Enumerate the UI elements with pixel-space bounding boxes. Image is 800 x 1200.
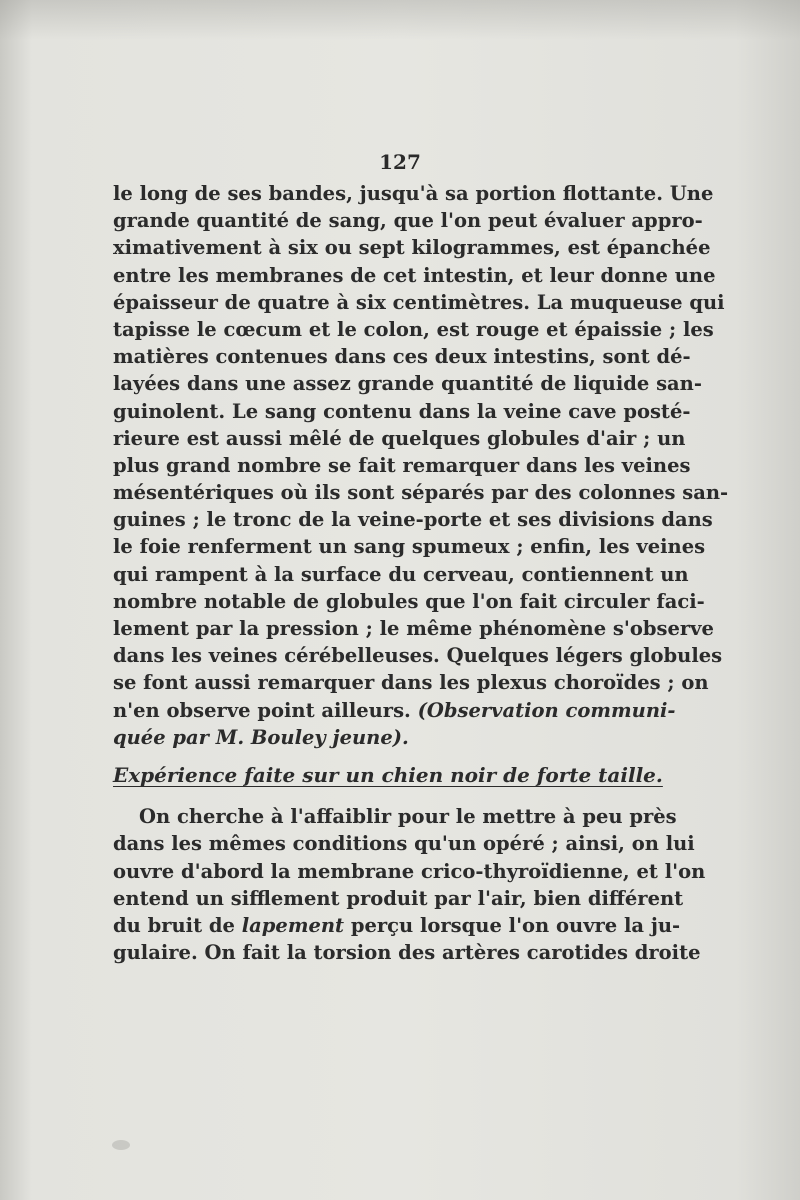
text-line: rieure est aussi mêlé de quelques globules d'air ; un: [113, 426, 686, 450]
paragraph-1: [113, 180, 729, 751]
text-line: guinolent. Le sang contenu dans la veine cave posté-: [113, 399, 691, 423]
citation-line: quée par M. Bouley jeune).: [113, 725, 409, 749]
paragraph-2: [113, 803, 706, 966]
text-line: le foie renferment un sang spumeux ; enfin, les veines: [113, 535, 706, 559]
text-body: [113, 180, 729, 966]
section-heading: Expérience faite sur un chien noir de forte taille.: [113, 762, 663, 787]
text-line: dans les veines cérébelleuses. Quelques légers globules: [113, 644, 723, 668]
text-line: mésentériques où ils sont séparés par des colonnes san-: [113, 481, 729, 505]
text-line: grande quantité de sang, que l'on peut évaluer appro-: [113, 209, 703, 233]
text-line: qui rampent à la surface du cerveau, contiennent un: [113, 562, 689, 586]
page-shadow: [0, 0, 800, 40]
text-line: On cherche à l'affaiblir pour le mettre à peu près: [139, 805, 677, 829]
page-number: 127: [379, 150, 421, 174]
text-line: ximativement à six ou sept kilogrammes, est épanchée: [113, 236, 711, 260]
text-line: ouvre d'abord la membrane crico-thyroïdienne, et l'on: [113, 859, 706, 883]
text-line: [113, 697, 676, 724]
text-line: tapisse le cœcum et le colon, est rouge et épaissie ; les: [113, 317, 714, 341]
italic-word: lapement: [241, 913, 345, 937]
text-line: entre les membranes de cet intestin, et leur donne une: [113, 263, 716, 287]
text-fragment: perçu lorsque l'on ouvre la ju-: [344, 913, 681, 937]
text-line: plus grand nombre se fait remarquer dans les veines: [113, 453, 691, 477]
text-line: entend un sifflement produit par l'air, bien différent: [113, 886, 684, 910]
text-line: le long de ses bandes, jusqu'à sa portion flottante. Une: [113, 182, 714, 205]
text-line: guines ; le tronc de la veine-porte et ses divisions dans: [113, 508, 713, 532]
text-fragment: n'en observe point ailleurs.: [113, 698, 418, 722]
text-line: gulaire. On fait la torsion des artères carotides droite: [113, 941, 701, 965]
ink-smudge: [112, 1140, 130, 1150]
text-line: [113, 912, 681, 939]
text-line: lement par la pression ; le même phénomène s'observe: [113, 617, 714, 640]
text-line: layées dans une assez grande quantité de liquide san-: [113, 372, 702, 396]
text-line: nombre notable de globules que l'on fait circuler faci-: [113, 589, 705, 613]
text-line: matières contenues dans ces deux intestins, sont dé-: [113, 345, 691, 369]
text-line: épaisseur de quatre à six centimètres. La muqueuse qui: [113, 290, 725, 314]
text-fragment: du bruit de: [113, 913, 242, 937]
text-line: se font aussi remarquer dans les plexus choroïdes ; on: [113, 671, 709, 695]
text-line: dans les mêmes conditions qu'un opéré ; ainsi, on lui: [113, 832, 695, 856]
citation-italic: (Observation communi-: [417, 698, 676, 722]
